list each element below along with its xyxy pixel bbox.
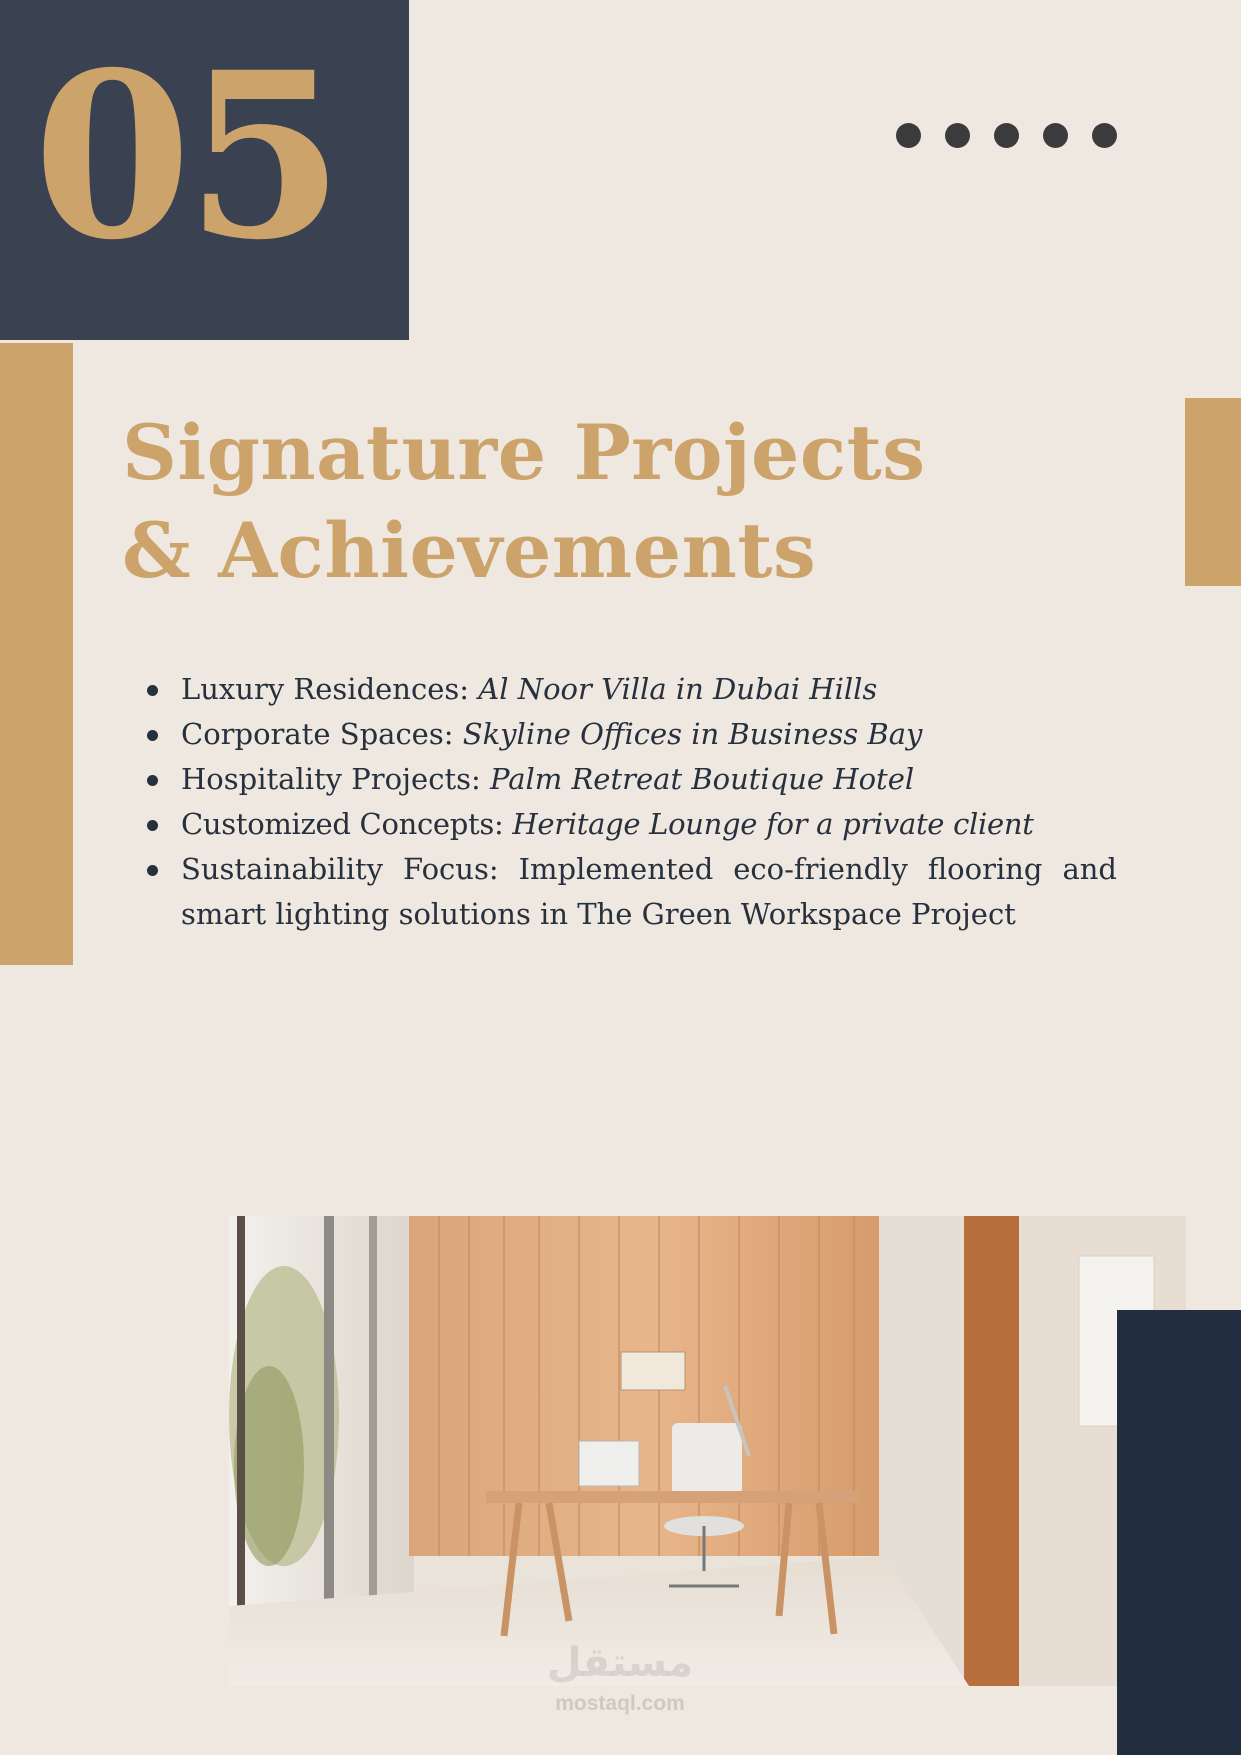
dots-icon bbox=[896, 123, 1117, 148]
item-label: Sustainability Focus: Implemented eco-friendly flooring and smart lighting solutions in The Green Workspace Project bbox=[181, 852, 1117, 931]
list-item bbox=[145, 757, 1117, 802]
item-label: Luxury Residences: bbox=[181, 672, 479, 706]
page-title bbox=[122, 404, 926, 600]
bullet-icon bbox=[147, 685, 158, 696]
dot-icon bbox=[945, 123, 970, 148]
left-accent-bar bbox=[0, 343, 73, 965]
list-item bbox=[145, 802, 1117, 847]
item-label: Hospitality Projects: bbox=[181, 762, 490, 796]
watermark-text: mostaql.com bbox=[555, 1692, 685, 1715]
item-detail: Al Noor Villa in Dubai Hills bbox=[478, 672, 878, 706]
list-item bbox=[145, 847, 1117, 937]
section-number-block bbox=[0, 0, 409, 340]
achievements-list bbox=[145, 667, 1117, 937]
bullet-icon bbox=[147, 865, 158, 876]
list-item bbox=[145, 712, 1117, 757]
list-item bbox=[145, 667, 1117, 712]
right-accent-bar bbox=[1185, 398, 1241, 586]
title-line-1: Signature Projects bbox=[122, 408, 926, 497]
bullet-icon bbox=[147, 820, 158, 831]
title-line-2: & Achievements bbox=[122, 506, 817, 595]
dot-icon bbox=[1043, 123, 1068, 148]
office-photo bbox=[229, 1216, 1186, 1686]
item-detail: Palm Retreat Boutique Hotel bbox=[489, 762, 915, 796]
dot-icon bbox=[1092, 123, 1117, 148]
bullet-icon bbox=[147, 775, 158, 786]
watermark-logo: مستقل bbox=[546, 1640, 694, 1686]
item-detail: Heritage Lounge for a private client bbox=[512, 807, 1034, 841]
dot-icon bbox=[994, 123, 1019, 148]
navy-accent-block bbox=[1117, 1310, 1241, 1755]
bullet-icon bbox=[147, 730, 158, 741]
item-detail: Skyline Offices in Business Bay bbox=[462, 717, 923, 751]
item-label: Corporate Spaces: bbox=[181, 717, 463, 751]
dot-icon bbox=[896, 123, 921, 148]
item-label: Customized Concepts: bbox=[181, 807, 513, 841]
section-number: 05 bbox=[33, 22, 339, 290]
